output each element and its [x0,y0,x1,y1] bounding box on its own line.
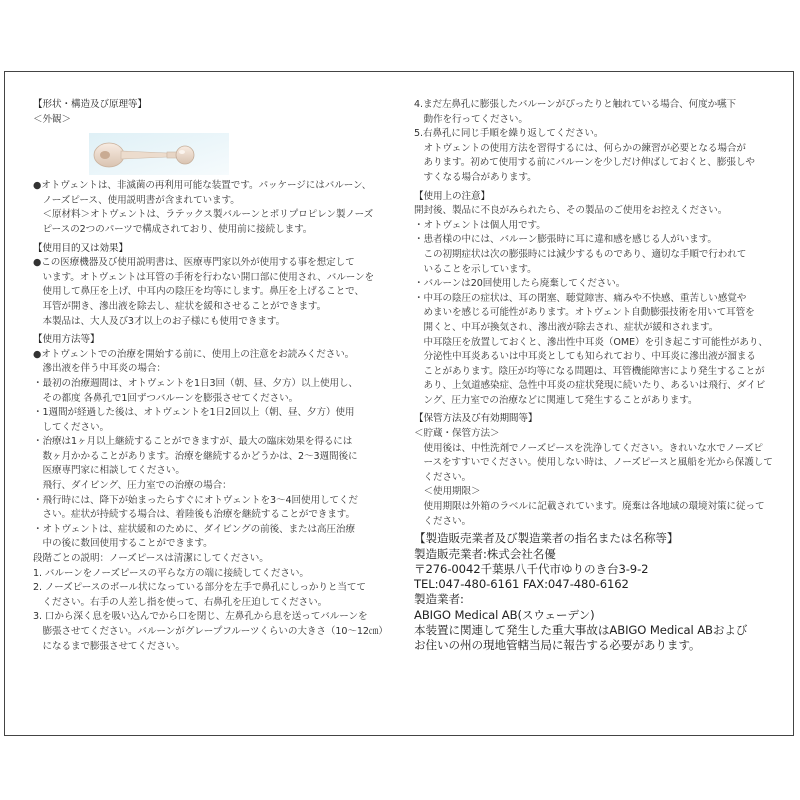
paragraph-line: ●オトヴェントでの治療を開始する前に、使用上の注意をお読みください。 [33,348,355,360]
otovent-nosepiece-image [89,133,229,175]
paragraph-line: ピースの2つのパーツで構成されており、使用前に接続します。 [33,223,313,235]
paragraph-line: ください。 [414,515,471,527]
subheading-expiry: ＜使用期限＞ [414,486,481,498]
paragraph-line: してください。 [33,421,109,433]
paragraph-line: さい。症状が持続する場合は、着陸後も治療を継続することができます。 [33,509,356,521]
paragraph-line: ●この医療機器及び使用説明書は、医療専門家以外が使用する事を想定して [33,257,355,269]
paragraph-line: ●オトヴェントは、非滅菌の再利用可能な装置です。パッケージにはバルーン、 [33,180,372,192]
paragraph-line: オトヴェントの使用方法を習得するには、何らかの練習が必要となる場合が [414,142,746,154]
subheading-appearance: ＜外観＞ [33,113,71,125]
paragraph-line: 2. ノーズピースのボール状になっている部分を左手で鼻孔にしっかりと当てて [33,582,366,594]
paragraph-line: この初期症状は次の膨張時には減少するものであり、適切な手順で行われて [414,248,747,260]
incident-report-line-2: お住いの州の現地管轄当局に報告する必要があります。 [414,638,701,653]
paragraph-line: ・最初の治療週間は、オトヴェントを1日3回（朝、昼、夕方）以上使用し、 [33,377,358,389]
distributor-phone-fax: TEL:047-480-6161 FAX:047-480-6162 [414,577,629,592]
paragraph-line: 動作を行ってください。 [414,113,528,125]
paragraph-line: ・治療は1ヶ月以上継続することができますが、最大の臨床効果を得るには [33,436,353,448]
paragraph-line: 本製品は、大人及び3才以上のお子様にも使用できます。 [33,315,286,327]
paragraph-line: 耳管が開き、滲出液を除去し、症状を緩和させることができます。 [33,300,327,312]
paragraph-line: 使用して鼻圧を上げ、中耳内の陰圧を均等にします。鼻圧を上げることで、 [33,286,364,298]
paragraph-line: 開くと、中耳が換気され、滲出液が除去され、症状が緩和されます。 [414,321,719,333]
left-column [33,98,395,654]
distributor-address: 〒276-0042千葉県八千代市ゆりのき台3-9-2 [414,561,649,576]
paragraph-line: あります。初めて使用する前にバルーンを少しだけ伸ばしておくと、膨張しや [414,157,755,169]
paragraph-line: いることを示しています。 [414,263,537,275]
incident-report-line-1: 本装置に関連して発生した重大事故はABIGO Medical ABおよび [414,623,748,637]
paragraph-line: 3. 口から深く息を吸い込んでから口を閉じ、左鼻孔から息を送ってバルーンを [33,611,368,623]
paragraph-line: ください。 [414,471,471,483]
heading-purpose-effect: 【使用目的又は効果】 [33,242,128,254]
heading-storage: 【保管方法及び有効期間等】 [414,413,538,425]
paragraph-line: 医療専門家に相談してください。 [33,465,185,477]
paragraph-line: 4.まだ左鼻孔に膨張したバルーンがぴったりと触れている場合、何度か嚥下 [414,99,737,110]
distributor-name: 製造販売業者:株式会社名優 [414,546,556,561]
paragraph-line: めまいを感じる可能性があります。オトヴェント自動膨張技術を用いて耳管を [414,307,755,319]
paragraph-line: あり、上気道感染症、急性中耳炎の症状発現に続いたり、あるいは飛行、ダイビ [414,380,766,392]
paragraph-line: 1. バルーンをノーズピースの平らな方の端に接続してください。 [33,567,309,579]
paragraph-line: 段階ごとの説明：ノーズピースは清潔にしてください。 [33,553,269,565]
manufacturer-name: ABIGO Medical AB(スウェーデン) [414,607,595,622]
paragraph-line: ・バルーンは20回使用したら廃棄してください。 [414,278,626,290]
heading-precautions: 【使用上の注意】 [414,190,490,202]
paragraph-line: になるまで膨張させてください。 [33,640,185,652]
subheading-storage-method: ＜貯蔵・保管方法＞ [414,428,500,440]
paragraph-line: 中耳陰圧を放置しておくと、滲出性中耳炎（OME）を引き起こす可能性があり、 [414,336,768,348]
paragraph-line: ＜原材料＞オトヴェントは、ラテックス製バルーンとポリプロピレン製ノーズ [33,209,374,221]
paragraph-line: ノーズピース、使用説明書が含まれています。 [33,194,240,206]
paragraph-line: います。オトヴェントは耳管の手術を行わない開口部に使用され、バルーンを [33,271,375,283]
heading-usage: 【使用方法等】 [33,334,100,346]
paragraph-line: 滲出液を伴う中耳炎の場合： [33,363,166,375]
paragraph-line: 中の後に数回使用することができます。 [33,538,213,550]
paragraph-line: 分泌性中耳炎あるいは中耳炎としても知られており、中耳炎に滲出液が溜まる [414,351,756,363]
device-image [33,129,233,177]
paragraph-line: 数ヶ月かかることがあります。治療を継続するかどうかは、2～3週間後に [33,450,358,462]
paragraph-line: 開封後、製品に不良がみられたら、その製品のご使用をお控えください。 [414,205,728,217]
paragraph-line: 5.右鼻孔に同じ手順を繰り返してください。 [414,128,604,140]
paragraph-line: ースをすすいでください。使用しない時は、ノーズピースと風船を光から保護して [414,457,773,469]
paragraph-line: ・患者様の中には、バルーン膨張時に耳に違和感を感じる人がいます。 [414,234,717,246]
paragraph-line: 飛行、ダイビング、圧力室での治療の場合： [33,480,232,492]
paragraph-line: ング、圧力室での治療などに関連して発生することがあります。 [414,394,698,406]
paragraph-line: 使用期限は外箱のラベルに記載されています。廃棄は各地域の環境対策に従って [414,501,765,513]
manufacturer-label: 製造業者: [414,592,464,607]
paragraph-line: ・中耳の陰圧の症状は、耳の閉塞、聴覚障害、痛みや不快感、重苦しい感覚や [414,292,747,304]
paragraph-line: ことがあります。陰圧が均等になる問題は、耳管機能障害により発生することが [414,365,765,377]
heading-shape-structure: 【形状・構造及び原理等】 [33,99,147,110]
paragraph-line: ・オトヴェントは、症状緩和のために、ダイビングの前後、または高圧治療 [33,523,356,535]
paragraph-line: 使用後は、中性洗剤でノーズピースを洗浄してください。きれいな水でノーズピ [414,442,763,454]
paragraph-line: ・1週間が経過した後は、オトヴェントを1日2回以上（朝、昼、夕方）使用 [33,407,355,419]
right-column [414,98,780,654]
paragraph-line: ・オトヴェントは個人用です。 [414,219,546,231]
heading-manufacturer: 【製造販売業者及び製造業者の指名または名称等】 [414,531,679,546]
paragraph-line: 膨張させてください。バルーンがグレープフルーツくらいの大きさ（10～12㎝） [33,626,388,637]
paragraph-line: その都度 各鼻孔で1回ずつバルーンを膨張させてください。 [33,392,299,404]
paragraph-line: ください。右手の人差し指を使って、右鼻孔を圧迫してください。 [33,596,328,608]
paragraph-line: すくなる場合があります。 [414,171,537,183]
paragraph-line: ・飛行時には、降下が始まったらすぐにオトヴェントを3～4回使用してくだ [33,494,358,506]
